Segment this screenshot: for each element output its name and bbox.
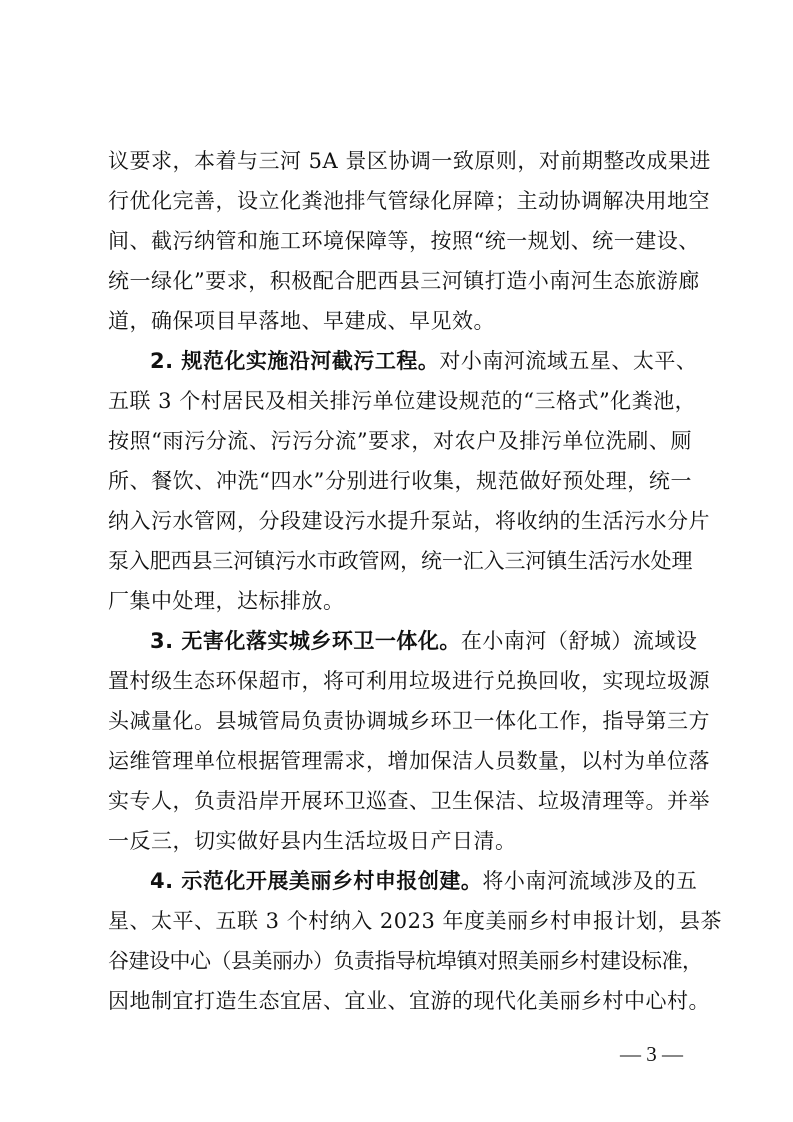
paragraph-3-line-2: 置村级生态环保超市，将可利用垃圾进行兑换回收，实现垃圾源 bbox=[108, 669, 710, 693]
paragraph-1-line-3: 间、截污纳管和施工环境保障等，按照“统一规划、统一建设、 bbox=[108, 229, 700, 253]
paragraph-2-line-7: 厂集中处理，达标排放。 bbox=[108, 589, 345, 613]
paragraph-2-heading: 2. 规范化实施沿河截污工程。 bbox=[150, 349, 440, 373]
paragraph-2-line-3: 按照“雨污分流、污污分流”要求，对农户及排污单位洗刷、厕 bbox=[108, 429, 692, 453]
paragraph-3-line-1 bbox=[150, 621, 698, 661]
paragraph-3-line-1-text: 在小南河（舒城）流域设 bbox=[460, 629, 698, 653]
paragraph-4-line-2: 星、太平、五联 3 个村纳入 2023 年度美丽乡村申报计划，县茶 bbox=[108, 909, 723, 933]
paragraph-1-line-1: 议要求，本着与三河 5A 景区协调一致原则，对前期整改成果进 bbox=[108, 149, 711, 173]
paragraph-3-line-4: 运维管理单位根据管理需求，增加保洁人员数量，以村为单位落 bbox=[108, 749, 710, 773]
paragraph-1-line-5: 道，确保项目早落地、早建成、早见效。 bbox=[108, 309, 495, 333]
paragraph-3-heading: 3. 无害化落实城乡环卫一体化。 bbox=[150, 629, 461, 653]
paragraph-1-line-2: 行优化完善，设立化粪池排气管绿化屏障；主动协调解决用地空 bbox=[108, 189, 710, 213]
paragraph-4-line-1-text: 将小南河流域涉及的五 bbox=[482, 869, 698, 893]
paragraph-3-line-5: 实专人，负责沿岸开展环卫巡查、卫生保洁、垃圾清理等。并举 bbox=[108, 789, 710, 813]
paragraph-1-line-4: 统一绿化”要求，积极配合肥西县三河镇打造小南河生态旅游廊 bbox=[108, 269, 700, 293]
paragraph-2-line-4: 所、餐饮、冲洗“四水”分别进行收集，规范做好预处理，统一 bbox=[108, 469, 692, 493]
paragraph-2-line-2: 五联 3 个村居民及相关排污单位建设规范的“三格式”化粪池， bbox=[108, 389, 697, 413]
paragraph-2-line-5: 纳入污水管网，分段建设污水提升泵站，将收纳的生活污水分片 bbox=[108, 509, 710, 533]
page-number: — 3 — bbox=[620, 1042, 683, 1066]
paragraph-3-line-6: 一反三，切实做好县内生活垃圾日产日清。 bbox=[108, 829, 517, 853]
paragraph-3-line-3: 头减量化。县城管局负责协调城乡环卫一体化工作，指导第三方 bbox=[108, 709, 710, 733]
paragraph-4-heading: 4. 示范化开展美丽乡村申报创建。 bbox=[150, 869, 483, 893]
paragraph-4-line-4: 因地制宜打造生态宜居、宜业、宜游的现代化美丽乡村中心村。 bbox=[108, 989, 710, 1013]
paragraph-4-line-3: 谷建设中心（县美丽办）负责指导杭埠镇对照美丽乡村建设标准， bbox=[108, 949, 703, 973]
paragraph-2-line-1 bbox=[150, 341, 698, 381]
paragraph-2-line-6: 泵入肥西县三河镇污水市政管网，统一汇入三河镇生活污水处理 bbox=[108, 549, 692, 573]
paragraph-4-line-1 bbox=[150, 861, 698, 901]
paragraph-2-line-1-text: 对小南河流域五星、太平、 bbox=[439, 349, 698, 373]
